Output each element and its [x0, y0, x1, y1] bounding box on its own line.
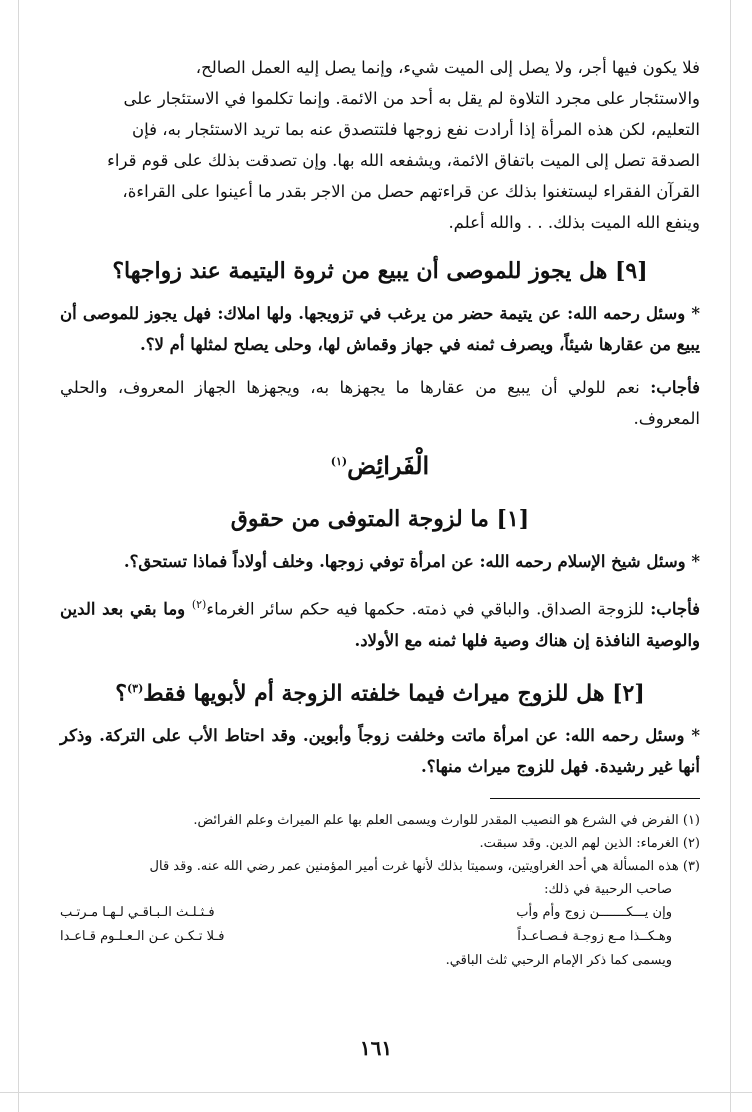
section-2-title-qmark: ؟ [115, 679, 127, 706]
poem-hemistich-right: وإن يـــكـــــــن زوج وأم وأب [516, 904, 672, 920]
footnote-divider [490, 798, 700, 799]
intro-line: التعليم، لكن هذه المرأة إذا أرادت نفع زوجها فلتتصدق عنه بما تريد الاستئجار به، فإن [131, 120, 700, 139]
chapter-title [60, 442, 700, 486]
section-2-question: * وسئل رحمه الله: عن امرأة ماتت وخلفت زوجاً وأبوين. وقد احتاط الأب على التركة. وذكر أنها غير رشيدة. فهل للزوج ميراث منها؟. [60, 725, 700, 776]
page-number: ١٦١ [359, 1036, 393, 1060]
footnotes [60, 809, 700, 972]
intro-line: وينفع الله الميت بذلك. . . والله أعلم. [448, 213, 700, 232]
answer-text-bold: وما بقي بعد الدين والوصية النافذة إن هناك وصية فلها ثمنه مع الأولاد. [60, 599, 700, 650]
footnote-marker: (١) [330, 455, 348, 468]
intro-line: والاستئجار على مجرد التلاوة لم يقل به أحد من الائمة. وإنما تكلموا في الاستئجار على [123, 89, 700, 108]
poem-hemistich-left: فـلا تـكـن عـن الـعـلـوم قـاعـدا [60, 928, 225, 944]
footnote-marker: (٣) [126, 681, 144, 695]
footnote-3: (٣) هذه المسألة هي أحد الغراويتين، وسميتا بذلك لأنها غرت أمير المؤمنين عمر رضي الله عنه. وقد قال [149, 858, 700, 874]
section-1-title: [١] ما لزوجة المتوفى من حقوق [230, 506, 530, 532]
intro-line: الصدقة تصل إلى الميت باتفاق الائمة، ويشفعه الله بها. وإن تصدقت بذلك على قوم قراء [107, 151, 700, 170]
section-2-title [60, 672, 700, 710]
scan-edge-right [730, 0, 731, 1112]
footnote-2: (٢) الغرماء: الذين لهم الدين. وقد سبقت. [479, 835, 700, 851]
section-9-title: [٩] هل يجوز للموصى أن يبيع من ثروة اليتيمة عند زواجها؟ [112, 258, 648, 284]
answer-label: فأجاب: [650, 599, 700, 619]
section-1-answer [60, 589, 700, 656]
poem-hemistich-left: فـثـلـث الـبـاقـي لـهـا مـرتـب [60, 904, 215, 920]
poem-hemistich-right: وهـكــذا مـع زوجـة فـصـاعـداً [517, 928, 672, 944]
scan-edge-bottom [0, 1092, 752, 1093]
section-1-question: * وسئل شيخ الإسلام رحمه الله: عن امرأة توفي زوجها. وخلف أولاداً فماذا تستحق؟. [123, 552, 700, 571]
intro-paragraph [60, 52, 700, 238]
poem-verse [60, 925, 700, 949]
answer-text: للزوجة الصداق. والباقي في ذمته. حكمها فيه حكم سائر الغرماء [206, 599, 651, 619]
scan-edge-left [18, 0, 19, 1112]
intro-line: القرآن الفقراء ليستغنوا بذلك عن قراءتهم حصل من الاجر بقدر ما أعينوا على القراءة، [122, 182, 700, 201]
section-9-question: * وسئل رحمه الله: عن يتيمة حضر من يرغب في تزويجها. ولها املاك: فهل يجوز للموصى أن يبيع من عقارها شيئاً، ويصرف ثمنه في جهاز وقماش لها، وحلى يصلح لمثلها أم لا؟. [60, 304, 700, 354]
footnote-marker: (٢) [191, 598, 207, 611]
footnote-1: (١) الفرض في الشرع هو النصيب المقدر للوارث ويسمى العلم بها علم الميراث وعلم الفرائض. [193, 812, 700, 828]
chapter-title-text: الْفَرائِض [347, 451, 430, 480]
section-9-answer [60, 372, 700, 434]
page-content [60, 52, 700, 972]
answer-label: فأجاب: [650, 378, 700, 397]
answer-text: نعم للولي أن يبيع من عقارها ما يجهزها به، ويجهزها الجهاز المعروف، والحلي المعروف. [60, 378, 700, 428]
section-2-title-text: [٢] هل للزوج ميراث فيما خلفته الزوجة أم لأبويها فقط [143, 679, 645, 706]
poem-verse [60, 901, 700, 925]
footnote-3-continued: صاحب الرحبية في ذلك: [544, 881, 672, 897]
intro-line: فلا يكون فيها أجر، ولا يصل إلى الميت شيء، وإنما يصل إليه العمل الصالح، [195, 58, 700, 77]
footnote-3-end: ويسمى كما ذكر الإمام الرحبي ثلث الباقي. [445, 952, 672, 968]
